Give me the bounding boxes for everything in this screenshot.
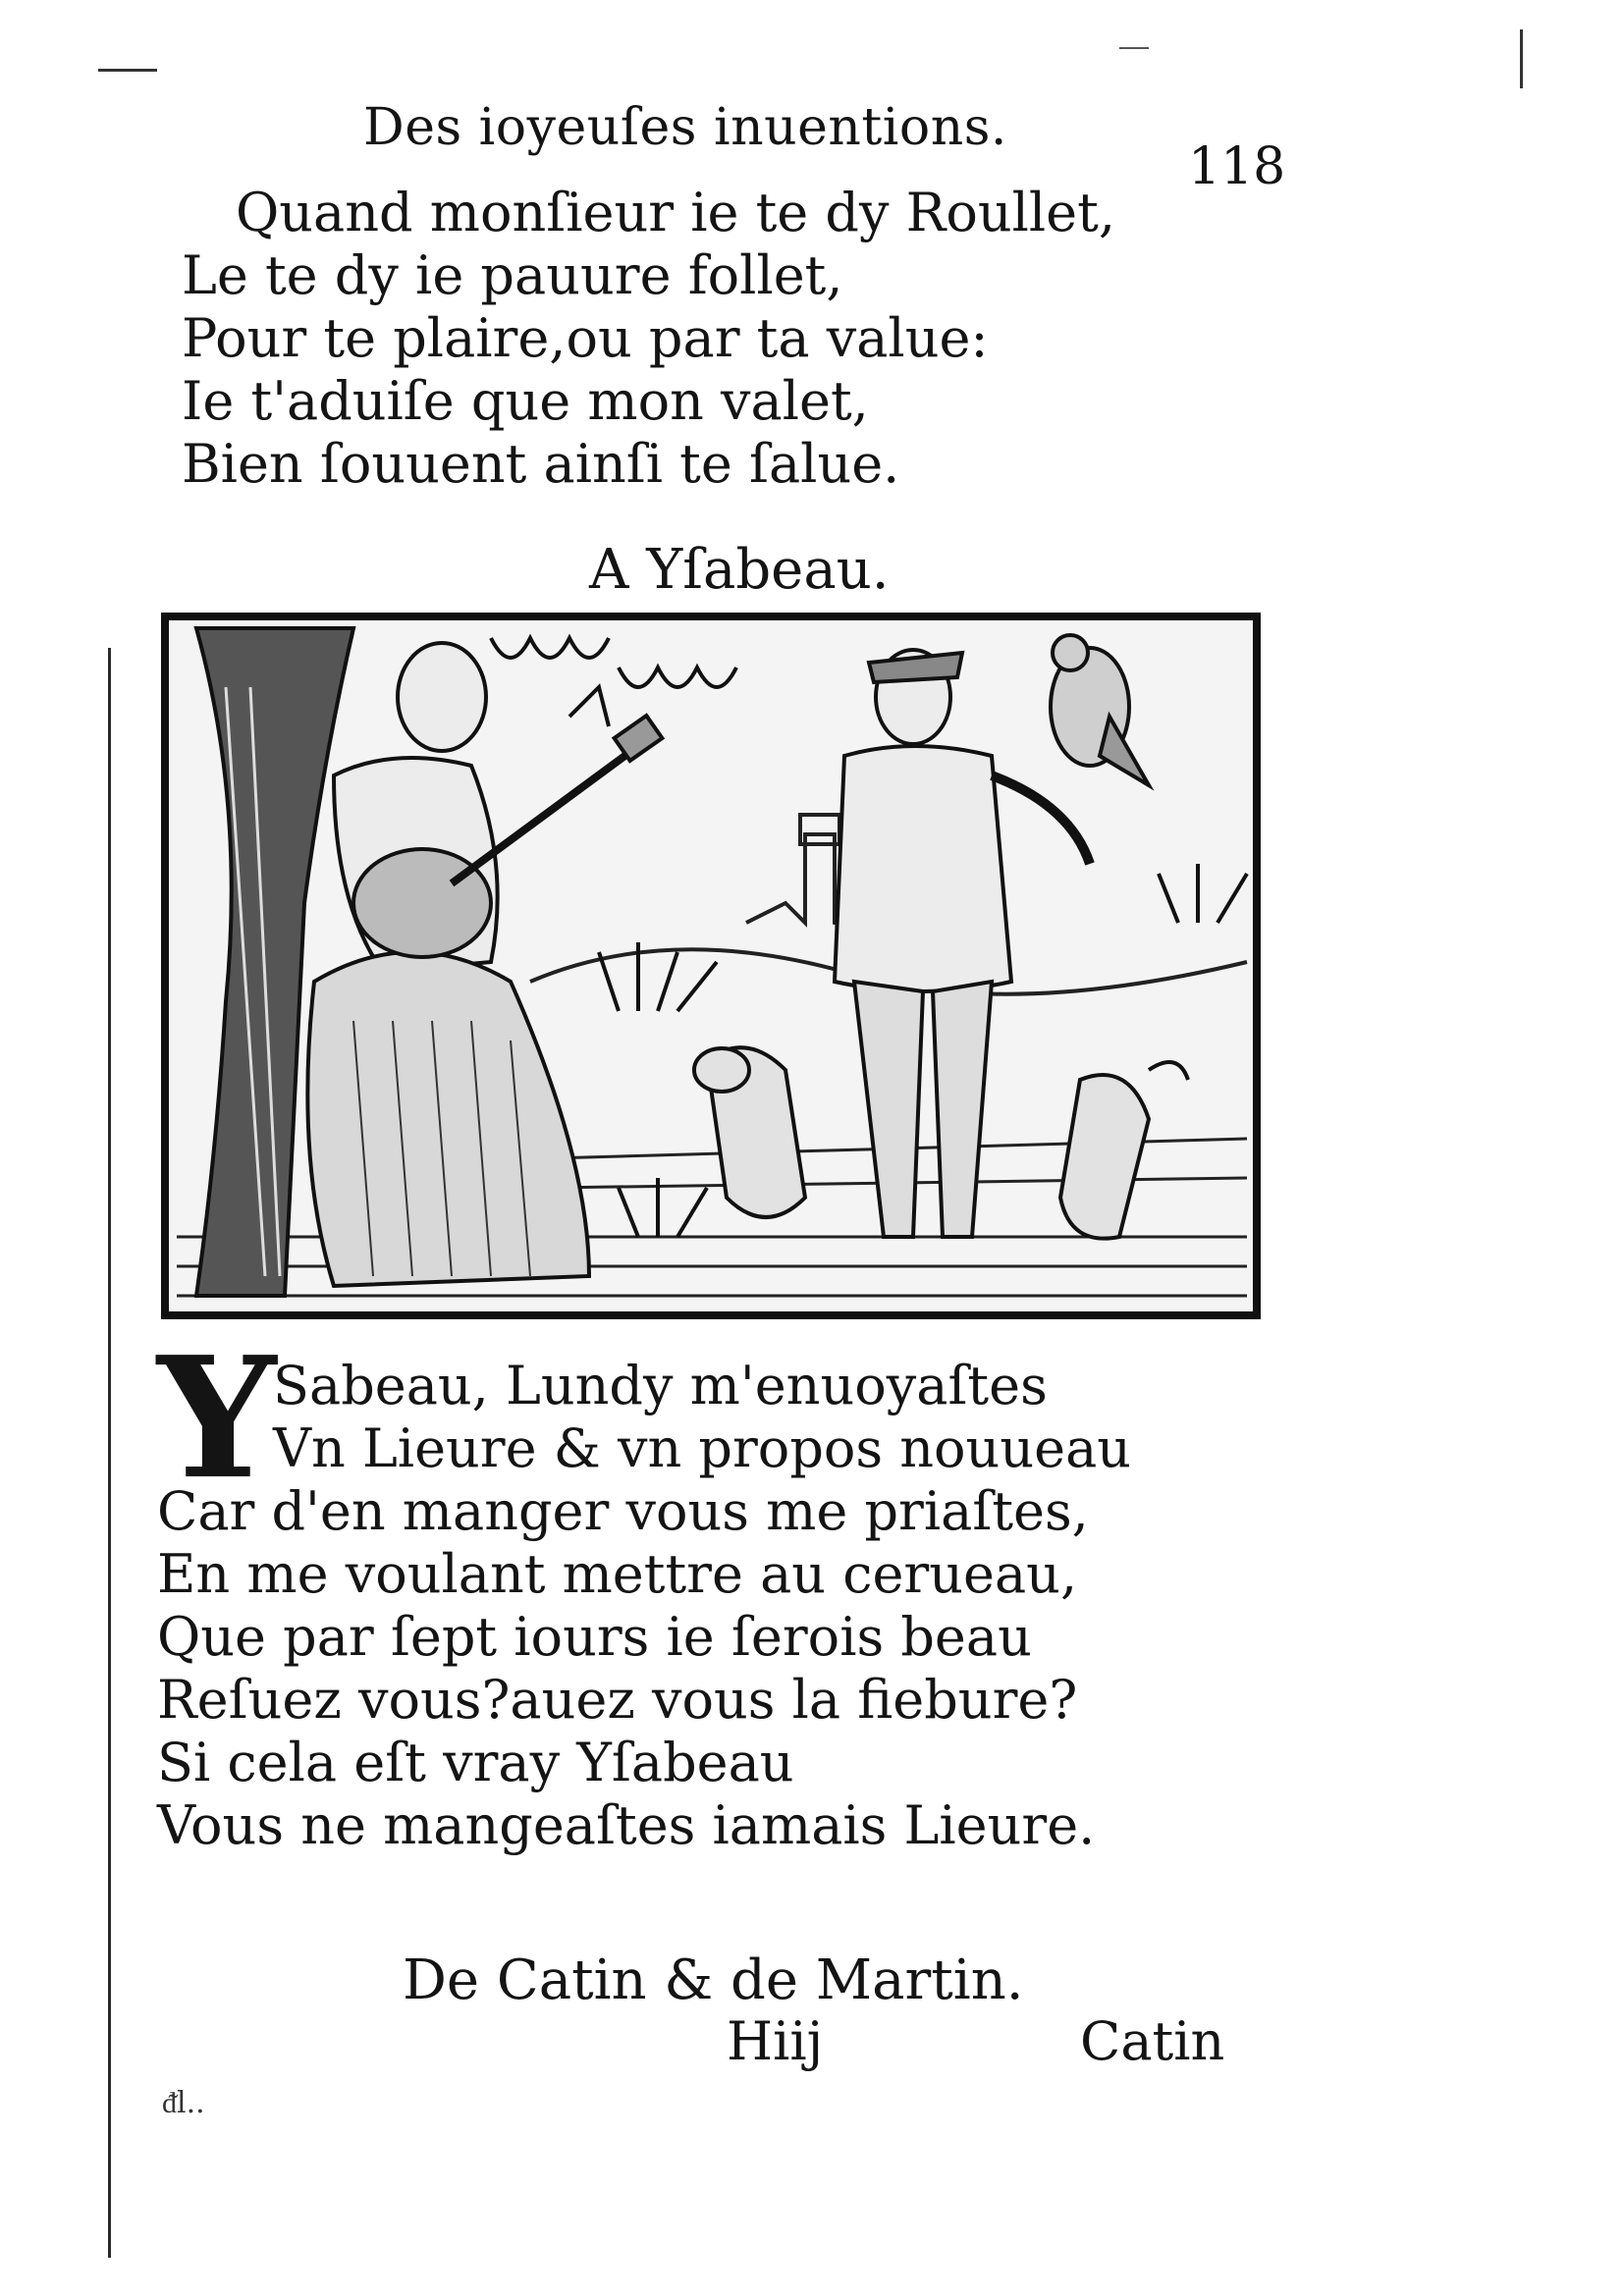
signature-mark: Hiij <box>727 2010 824 2072</box>
running-head: Des ioyeuſes inuentions. <box>363 98 1007 157</box>
verse-line: Le te dy ie pauure follet, <box>182 244 843 306</box>
woodcut-lute-player-and-falconer <box>157 609 1265 1325</box>
left-edge-rule <box>108 648 111 2258</box>
verse-line: Reſuez vous?auez vous la fiebure? <box>157 1669 1078 1731</box>
stanza-ysabeau <box>157 1355 1131 1857</box>
stanza-roullet <box>182 182 1115 496</box>
verse-line: Vous ne mangeaſtes iamais Lieure. <box>157 1794 1096 1856</box>
verse-line: Quand monſieur ie te dy Roullet, <box>236 182 1115 243</box>
top-right-mark <box>1119 47 1149 49</box>
verse-line: Si cela eſt vray Yſabeau <box>157 1732 794 1793</box>
verse-line: Que par ſept iours ie ſerois beau <box>157 1606 1032 1668</box>
poem-heading-catin: De Catin & de Martin. <box>403 1949 1024 2012</box>
verse-line: En me voulant mettre au cerueau, <box>157 1543 1078 1605</box>
margin-scribble: ᵭl.. <box>162 2086 205 2120</box>
woodcut-illustration <box>157 609 1265 1325</box>
verse-line: Sabeau, Lundy m'enuoyaſtes <box>273 1355 1048 1416</box>
verse-line: Bien ſouuent ainſi te ſalue. <box>182 433 900 495</box>
top-rule-mark <box>98 69 157 72</box>
catchword: Catin <box>1080 2010 1225 2072</box>
verse-line: Ie t'aduiſe que mon valet, <box>182 370 869 432</box>
verse-line: Pour te plaire,ou par ta value: <box>182 307 989 369</box>
drop-capital: Y <box>157 1320 277 1517</box>
verse-line: Car d'en manger vous me priaſtes, <box>157 1480 1089 1542</box>
poem-heading-ysabeau: A Yſabeau. <box>589 538 890 602</box>
verse-line: Vn Lieure & vn propos nouueau <box>273 1417 1132 1479</box>
folio-number: 118 <box>1188 137 1286 196</box>
right-edge-rule <box>1520 29 1523 88</box>
